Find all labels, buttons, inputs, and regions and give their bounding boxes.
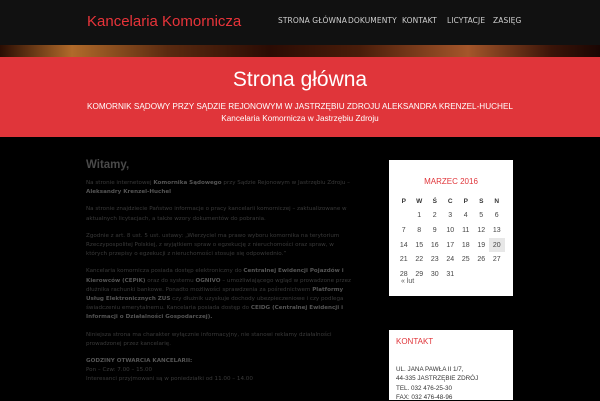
calendar-day: 11 xyxy=(462,226,470,234)
weekday-label: P xyxy=(401,197,406,205)
text: – umożliwiającego wgląd w prowadzone przez dłużnika rachunki bankowe. Ponadto możliwości sprawdzenia za pośrednictwem xyxy=(86,277,351,293)
page-subtitle: KOMORNIK SĄDOWY PRZY SĄDZIE REJONOWYM W JASTRZĘBIU ZDROJU ALEKSANDRA KRENZEL-HUCHEL Kancelaria Komornicza w Jastrzębiu Zdroju xyxy=(87,102,513,123)
calendar-empty-cell xyxy=(458,267,474,282)
nav-item-kontakt[interactable]: KONTAKT xyxy=(402,16,437,25)
contact-fax: FAX: 032 476-48-96 xyxy=(396,394,453,401)
text: przy Sądzie Rejonowym w Jastrzębiu Zdroju – xyxy=(221,180,350,186)
calendar-day: 14 xyxy=(399,241,408,249)
calendar-day: 29 xyxy=(415,270,424,278)
calendar-empty-cell xyxy=(396,209,412,224)
calendar-day: 13 xyxy=(492,226,501,234)
page-header-banner xyxy=(0,57,600,137)
calendar-day: 18 xyxy=(461,241,470,249)
calendar-days xyxy=(396,209,505,282)
calendar-weekday-row xyxy=(396,194,505,209)
office-hours xyxy=(86,357,354,385)
systems-paragraph xyxy=(86,267,354,322)
calendar-week-row xyxy=(396,223,505,238)
text: oraz do systemu xyxy=(145,277,196,284)
site-logo[interactable]: Kancelaria Komornicza xyxy=(87,13,242,30)
nav-item-licytacje[interactable]: LICYTACJE xyxy=(447,16,486,25)
calendar-day: 8 xyxy=(417,226,422,234)
calendar-week-row xyxy=(396,238,505,253)
calendar-empty-cell xyxy=(489,267,505,282)
calendar-empty-cell xyxy=(474,267,490,282)
bold-text: Komornika Sądowego xyxy=(153,180,222,186)
weekday-label: W xyxy=(416,197,423,205)
calendar-day: 27 xyxy=(492,256,501,264)
top-navigation-bar xyxy=(0,0,600,45)
nav-item-zasieg[interactable]: ZASIĘG xyxy=(493,16,522,25)
calendar-day: 17 xyxy=(446,241,455,249)
calendar-day: 9 xyxy=(432,226,437,234)
text: czy dłużnik uzyskuje dochody ubezpieczeniowe i czy podlega świadczeniu emerytalnemu. Kancelaria posiada dostęp do xyxy=(86,296,344,312)
text: Na stronie internetowej xyxy=(86,180,154,186)
calendar-day: 6 xyxy=(494,212,499,220)
bold-text: Platformy Usług Elektronicznych ZUS xyxy=(86,286,344,303)
office-hours-title: GODZINY OTWARCIA KANCELARII: xyxy=(86,358,193,365)
calendar-day: 19 xyxy=(477,241,486,249)
calendar-day: 21 xyxy=(399,256,408,264)
calendar-day: 22 xyxy=(415,256,424,264)
nav-item-dokumenty[interactable]: DOKUMENTY xyxy=(348,16,397,25)
contact-widget xyxy=(389,330,513,400)
bold-text: CEIDG (Centralnej Ewidencji i Informacji o Działalności Gospodarczej). xyxy=(86,305,343,321)
calendar-day: 23 xyxy=(430,256,439,264)
calendar-prev-month-link[interactable]: « lut xyxy=(401,278,415,285)
office-hours-line: Pon – Czw: 7.00 – 15.00 xyxy=(86,367,153,374)
main-content xyxy=(86,155,354,400)
calendar-widget xyxy=(389,160,513,296)
calendar-day: 24 xyxy=(446,256,455,264)
calendar-day: 2 xyxy=(432,212,437,220)
calendar-day: 16 xyxy=(430,241,439,249)
law-paragraph: Zgodnie z art. 8 ust. 5 ust. ustawy: „Wierzyciel ma prawo wyboru komornika na terytorium Rzeczypospolitej Polskiej, z wyjątkiem spraw o egzekucję z nieruchomości oraz spraw, w których przepisy o egzekucji z nieruchomości stosuje się odpowiednio.” xyxy=(86,232,340,258)
contact-address-street: UL. JANA PAWŁA II 1/7, xyxy=(396,366,464,373)
contact-title: KONTAKT xyxy=(396,337,434,346)
calendar-day: 12 xyxy=(477,226,486,234)
contact-phone: TEL. 032 476-25-30 xyxy=(396,385,453,392)
weekday-label: P xyxy=(463,197,468,205)
calendar-day: 1 xyxy=(417,212,422,220)
decorative-banner-strip xyxy=(0,45,600,57)
calendar-day: 15 xyxy=(415,241,424,249)
intro-paragraph xyxy=(86,179,354,197)
page-title: Strona główna xyxy=(232,68,368,91)
calendar-day: 31 xyxy=(446,270,455,278)
calendar-day: 28 xyxy=(399,270,408,278)
weekday-label: C xyxy=(447,197,453,205)
calendar-day: 3 xyxy=(448,212,453,220)
contact-address-city: 44-335 JASTRZĘBIE ZDRÓJ xyxy=(396,375,479,382)
calendar-day: 7 xyxy=(401,226,406,234)
calendar-day: 26 xyxy=(477,256,486,264)
info-paragraph: Na stronie znajdziecie Państwo informacje o pracy kancelarii komorniczej – zaktualizowane w aktualnych licytacjach, a także wzory dokumentów do pobrania. xyxy=(86,206,347,222)
weekday-label: S xyxy=(479,197,484,205)
calendar-grid xyxy=(396,194,505,282)
main-menu xyxy=(0,16,600,30)
calendar-day: 20 xyxy=(489,238,505,253)
disclaimer-paragraph: Niniejsza strona ma charakter wyłącznie informacyjny, nie stanowi reklamy działalności prowadzonej przez kancelarię. xyxy=(86,331,332,347)
bold-text: Centralnej Ewidencji Pojazdów i Kierowców (CEPiK) xyxy=(86,268,344,284)
weekday-label: Ś xyxy=(432,197,437,205)
calendar-month-title: MARZEC 2016 xyxy=(424,177,478,186)
weekday-label: N xyxy=(494,197,500,205)
office-hours-line: Interesanci przyjmowani są w poniedziałki od 11.00 – 14.00 xyxy=(86,376,253,383)
calendar-day: 25 xyxy=(461,256,470,264)
calendar-week-row xyxy=(396,252,505,267)
calendar-day: 10 xyxy=(446,226,455,234)
content-heading: Witamy, xyxy=(86,159,130,171)
calendar-day: 5 xyxy=(479,212,484,220)
nav-item-strona-glowna[interactable]: STRONA GŁÓWNA xyxy=(278,16,347,25)
calendar-day: 4 xyxy=(463,212,468,220)
bold-text: OGNIVO xyxy=(195,277,221,284)
text: Kancelaria komornicza posiada dostęp elektroniczny do xyxy=(86,268,244,275)
calendar-day: 30 xyxy=(430,270,439,278)
calendar-week-row xyxy=(396,209,505,224)
bold-text: Aleksandry Krenzel-Huchel xyxy=(86,189,172,196)
